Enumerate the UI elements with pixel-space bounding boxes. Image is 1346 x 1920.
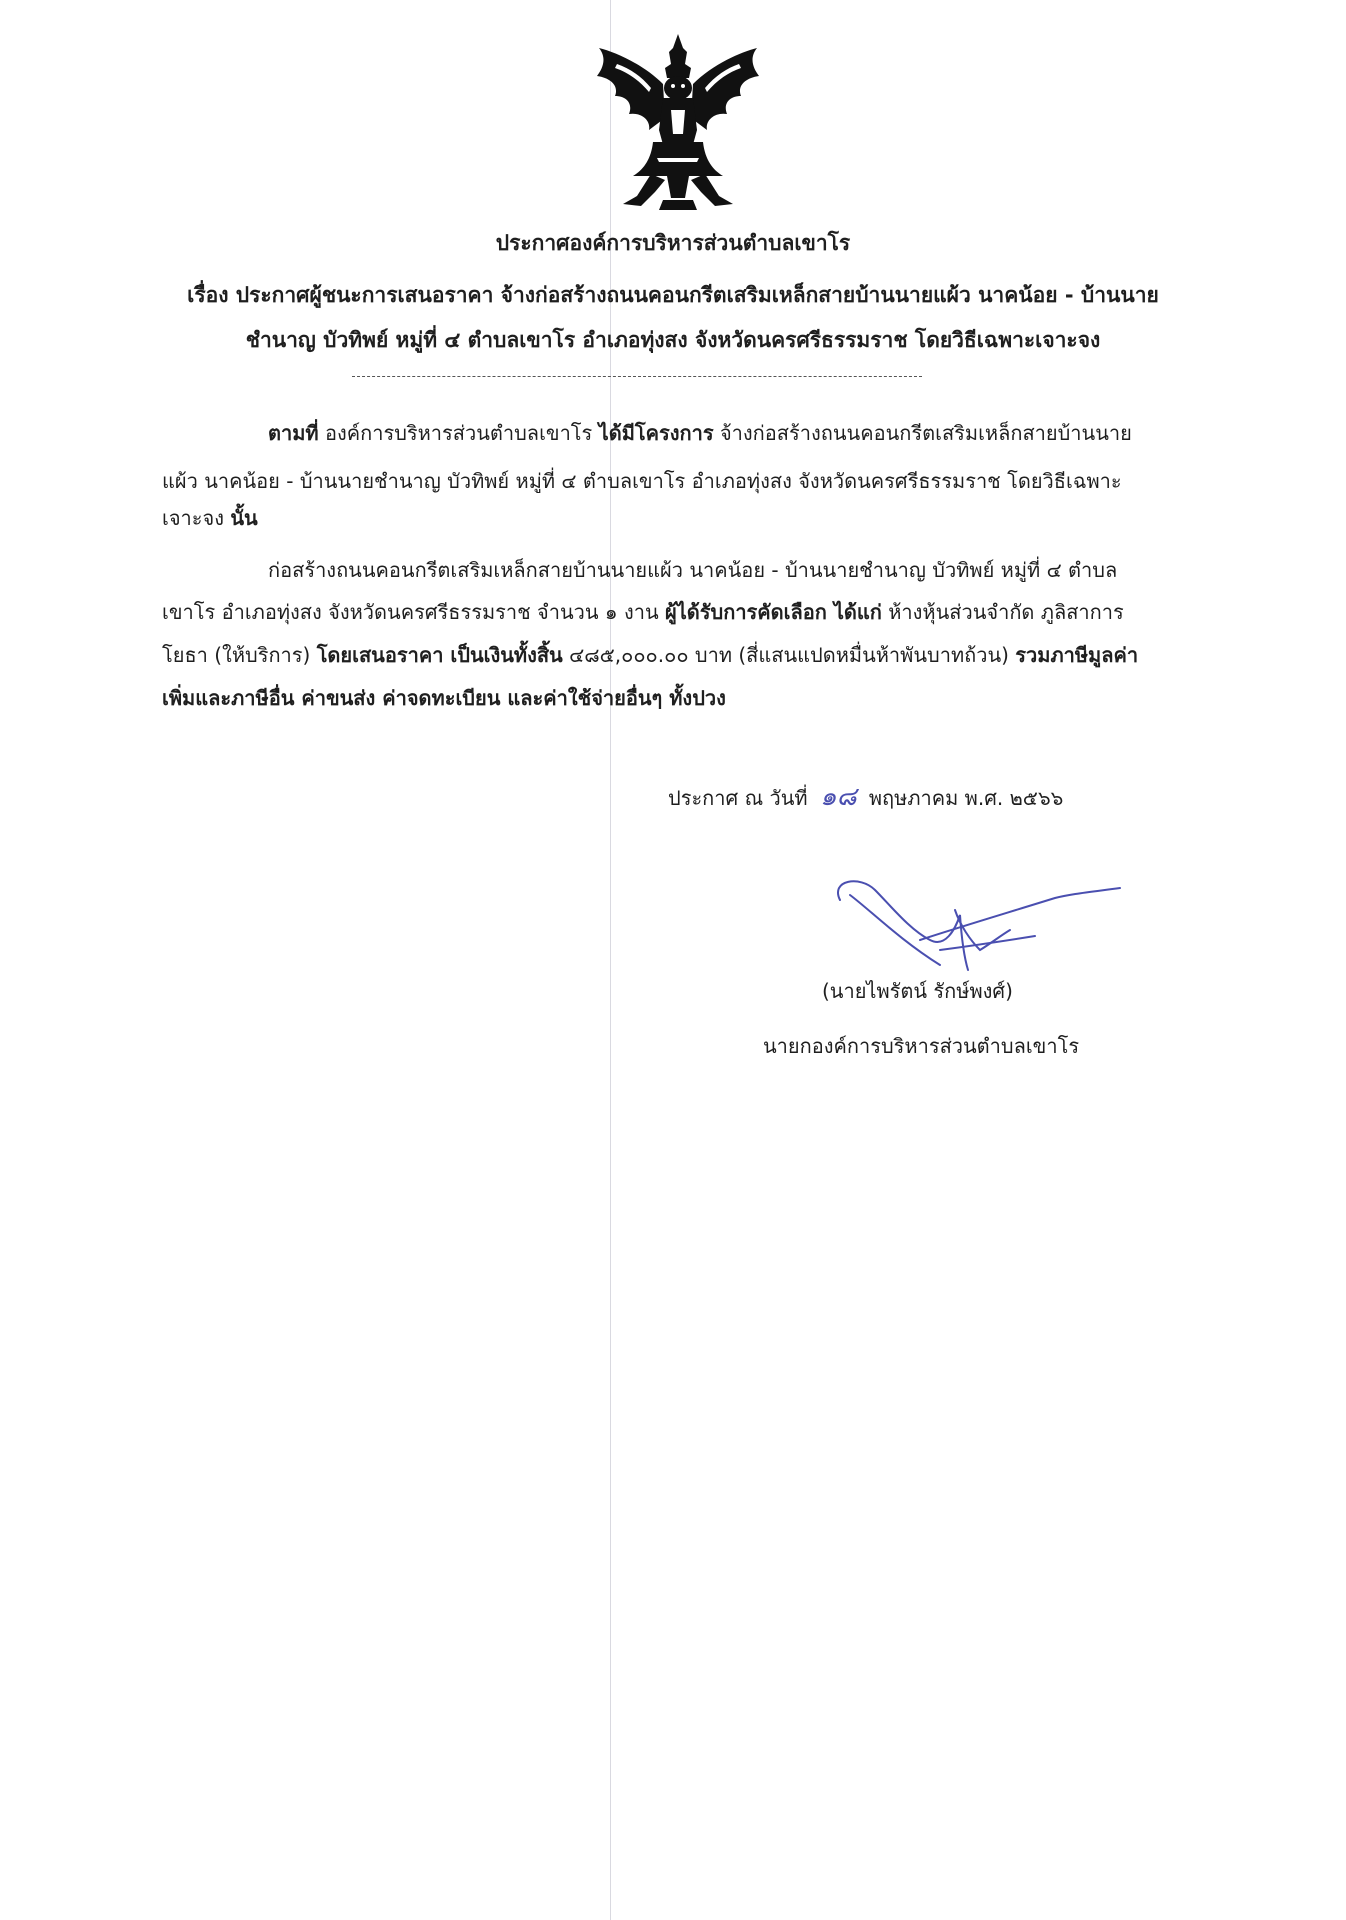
subject-line-1: เรื่อง ประกาศผู้ชนะการเสนอราคา จ้างก่อสร้างถนนคอนกรีตเสริมเหล็กสายบ้านนายแผ้ว นาคน้อย - บ้านนาย	[187, 283, 1159, 307]
handwritten-signature	[830, 870, 1130, 980]
paragraph-2-line-3-mid: ๔๘๕,๐๐๐.๐๐ บาท (สี่แสนแปดหมื่นห้าพันบาทถ้วน)	[562, 643, 1016, 667]
paragraph-1-line-3	[162, 503, 258, 533]
paragraph-2-line-3-text: โยธา (ให้บริการ)	[162, 643, 317, 667]
paragraph-1-line-2: แผ้ว นาคน้อย - บ้านนายชำนาญ บัวทิพย์ หมู่ที่ ๔ ตำบลเขาโร อำเภอทุ่งสง จังหวัดนครศรีธรรมราช โดยวิธีเฉพาะ	[162, 469, 1122, 493]
announcement-month-year: พฤษภาคม พ.ศ. ๒๕๖๖	[868, 786, 1064, 810]
announcement-day-handwritten: ๑๘	[819, 782, 857, 812]
paragraph-1-lead: ตามที่	[268, 421, 319, 445]
paragraph-2-line-4: เพิ่มและภาษีอื่น ค่าขนส่ง ค่าจดทะเบียน และค่าใช้จ่ายอื่นๆ ทั้งปวง	[162, 686, 726, 710]
paragraph-2-line-3	[162, 640, 1138, 670]
paragraph-1-line-3-text: เจาะจง	[162, 506, 231, 530]
announcement-date	[668, 782, 1063, 813]
subject-line-2: ชำนาญ บัวทิพย์ หมู่ที่ ๔ ตำบลเขาโร อำเภอทุ่งสง จังหวัดนครศรีธรรมราช โดยวิธีเฉพาะเจาะจง	[245, 328, 1101, 352]
paragraph-1-bold: ได้มีโครงการ	[598, 421, 714, 445]
dashed-separator	[352, 376, 922, 377]
paragraph-2-line-2-rest: ห้างหุ้นส่วนจำกัด ภูลิสาการ	[881, 600, 1124, 624]
paragraph-2-line-3-bold-2: รวมภาษีมูลค่า	[1015, 643, 1139, 667]
paragraph-2-line-1: ก่อสร้างถนนคอนกรีตเสริมเหล็กสายบ้านนายแผ้ว นาคน้อย - บ้านนายชำนาญ บัวทิพย์ หมู่ที่ ๔ ตำบล	[268, 558, 1118, 582]
paragraph-1-rest: จ้างก่อสร้างถนนคอนกรีตเสริมเหล็กสายบ้านนาย	[713, 421, 1132, 445]
paragraph-1-line-3-bold: นั้น	[230, 506, 258, 530]
paragraph-1-text: องค์การบริหารส่วนตำบลเขาโร	[318, 421, 599, 445]
signer-title: นายกองค์การบริหารส่วนตำบลเขาโร	[763, 1034, 1080, 1058]
signer-name: (นายไพรัตน์ รักษ์พงศ์)	[822, 979, 1013, 1003]
paragraph-2-line-2-bold: ผู้ได้รับการคัดเลือก ได้แก่	[665, 600, 882, 624]
paragraph-1-line-1	[268, 418, 1132, 448]
paragraph-2-line-2	[162, 597, 1124, 627]
announcement-date-prefix: ประกาศ ณ วันที่	[668, 786, 808, 810]
document-title: ประกาศองค์การบริหารส่วนตำบลเขาโร	[495, 231, 851, 255]
garuda-emblem-icon	[593, 34, 763, 214]
paragraph-2-line-3-bold-1: โดยเสนอราคา เป็นเงินทั้งสิ้น	[316, 643, 563, 667]
paragraph-2-line-2-text: เขาโร อำเภอทุ่งสง จังหวัดนครศรีธรรมราช จำนวน ๑ งาน	[162, 600, 665, 624]
